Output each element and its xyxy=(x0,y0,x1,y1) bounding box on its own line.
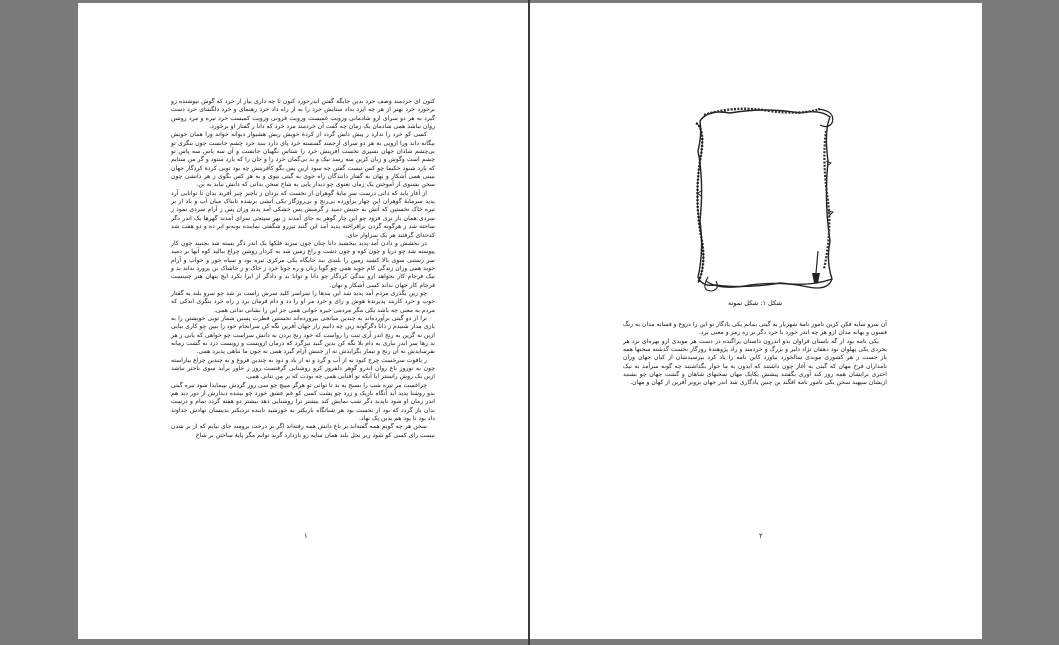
paragraph: ترا از دو گیتی برآورده‌اند به چندین میانجی بپرورده‌اند نخستین فطرت پسین شمار تویی خویشتن را به بازی مدار شنیدم ز دانا دگرگونه زین چه دانیم راز جهان آفرین نگه کن سرانجام خود را ببین چو کاری بیابی ازین به گزین به رنج اندر آری تنت را رواست که خود رنج بردن به دانش سزاست چو خواهی که یابی ز هر بد رها سر اندر نیاری به دام بلا نگه کن بدین گنبد تیزگرد که درمان ازویست و زویست درد نه گشت زمانه بفرسایدش نه آن رنج و تیمار بگزایدش نه از جنبش آرام گیرد همی نه چون ما تباهی پذیرد همی. xyxy=(171,314,435,356)
page-1-body-text xyxy=(171,98,435,440)
paragraph: آن سرو سایه فکن کزین نامور نامهٔ شهریار به گیتی بمانم یکی یادگار تو این را دروغ و فسانه مدان به رنگ فسون و بهانه مدان ازو هر چه اندر خورد با خرد دگر بر ره رمز و معنی برد. xyxy=(623,321,887,337)
document-page-1 xyxy=(78,3,528,639)
paragraph: از آغاز باید که دانی درست سر مایهٔ گوهران از نخست که یزدان ز ناچیز چیز آفرید بدان تا توانایی آرد پدید سرمایهٔ گوهران این چهار برآورده بی‌رنج و بی‌روزگار یکی آتشی برشده تابناک میان آب و باد از بر تیره خاک نخستین که آتش به جنبش دمید ز گرمیش پس خشکی آمد پدید وزان پس ز آرام سردی نمود ز سردی همان باز تری فزود چو این چار گوهر به جای آمدند ز بهر سپنجی سرای آمدند گهرها یک اندر دگر ساخته شد ز هرگونه گردن برافراخته پدید آمد این گنبد تیزرو شگفتی نماینده نوبه‌نو ابر ده و دو هفت شد کدخدای گرفتند هر یک سزاوار جای. xyxy=(171,189,435,239)
paragraph: ز یاقوت سرخست چرخ کبود نه از آب و گرد و نه از باد و دود به چندین فروغ و به چندین چراغ بیاراسته چون به نوروز باغ روان اندرو گوهر دلفروز کزو روشنایی گرفتست روز ز خاور برآید سوی باختر نباشد ازین یک روش راستتر ایا آنکه تو آفتابی همی چه بودت که بر من نتابی همی. xyxy=(171,356,435,381)
paragraph: چراغست مر تیره شب را بسیج به بد تا توانی تو هرگز مپیچ چو سی روز گردش بپیمایدا شود تیره گیتی بدو روشنا پدید آید آنگاه باریک و زرد چو پشت کسی کو غم عشق خورد چو بیننده دیدارش از دور دید هم اندر زمان او شود ناپدید دگر شب نمایش کند بیشتر ترا روشنایی دهد بیشتر دو هفته گردد تمام و درست بدان باز گردد که بود از نخست بود هر شبانگاه باریکتر به خورشید تابنده نزدیکتر بدینسان نهادش خداوند داد بود تا بود هم بدین یک نهاد. xyxy=(171,381,435,423)
scroll-figure xyxy=(690,101,840,293)
paragraph: کسی کو خرد را ندارد ز پیش دلش گردد از کردهٔ خویش ریش هشیوار دیوانه خواند ورا همان خویش بیگانه داند ورا ازویی به هر دو سرای ارجمند گسسته خرد پای دارد ببند خرد چشم جانست چون بنگری تو بی‌چشم شادان جهان نسپری نخست آفرینش خرد را شناس نگهبان جانست و آن سه پاس سه پاس تو چشم است وگوش و زبان کزین سه رسد نیک و بد بی‌گمان خرد را و جان را که یارد ستود و گر من ستایم که یارد شنود حکیما چو کس نیست گفتن چه سود ازین پس بگو کآفرینش چه بود تویی کردهٔ کردگار جهان ببینی همی آشکار و نهان به گفتار دانندگان راه جوی به گیتی بپوی و به هر کس بگوی ز هر دانشی چون سخن بشنوی از آموختن یک زمان نغنوی چو دیدار یابی به شاخ سخن بدانی که دانش نیاید به بن. xyxy=(171,131,435,189)
paragraph: در بخشش و دادن آمد پدید ببخشید دانا چنان چون سزید فلکها یک اندر دگر بسته شد بجنبید چون کار پیوسته شد چو دریا و چون کوه و چون دشت و راغ زمین شد به کردار روشن چراغ ببالید کوه آبها بر دمید سر رستنی سوی بالا کشید زمین را بلندی نبد جایگاه یکی مرکزی تیره بود و سیاه خور و خواب و آرام جوید همی وزان زندگی کام جوید همی چو گویا زبان و ره جویا خرد ز خاک و ز خاشاک بن پرورد نداند بد و نیک فرجام کار نخواهد ازو بندگی کردگار چو دانا و توانا بد و دادگر از ایرا نکرد ایچ پنهان هنر چنینست فرجام کار جهان نداند کسی آشکار و نهان. xyxy=(171,239,435,289)
page-2-body-text xyxy=(623,321,887,388)
paragraph: سخن هر چه گویم همه گفته‌اند بر باغ دانش همه رفته‌اند اگر بر درخت برومند جای نیابم که از بر شدن نیست رای کسی کو شود زیر نخل بلند همان سایه زو بازدارد گزند توانم مگر پایهٔ ساختن بر شاخ xyxy=(171,423,435,439)
document-page-2 xyxy=(530,3,982,639)
page-number: ۱ xyxy=(304,532,308,540)
figure-caption: شکل ۱: شکل نمونه xyxy=(727,299,783,307)
paragraph: یکی نامه بود از گه باستان فراوان بدو اندرون داستان پراگنده در دست هر موبدی ازو بهره‌ای نزد هر بخردی یکی پهلوان بود دهقان نژاد دلیر و بزرگ و خردمند و راد پژوهندهٔ روزگار نخست گذشته سخنها همه باز جست ز هر کشوری موبدی سالخورد بیاورد کاین نامه را یاد کرد بپرسیدشان از کیان جهان وزان نامداران فرخ مهان که گیتی به آغاز چون داشتند که ایدون به ما خوار بگذاشتند چه گونه سرآمد به نیک اختری برایشان همه روز کند آوری بگفتند پیشش یکایک مهان سخنهای شاهان و گشت جهان چو بشنید ازیشان سپهبد سخن یکی نامور نامه افگند بن چنین یادگاری شد اندر جهان بروبر آفرین از کهان و مهان. xyxy=(623,337,887,387)
paragraph: چو زین بگذری مردم آمد پدید شد این بندها را سراسر کلید سرش راست بر شد چو سرو بلند به گفتار خوب و خرد کاربند پذیرندهٔ هوش و رای و خرد مر او را دد و دام فرمان برد ز راه خرد بنگری اندکی که مردم به معنی چه باشد یکی مگر مردمی خیره خوانی همی جز این را نشانی ندانی همی. xyxy=(171,289,435,314)
paragraph: کنون ای خردمند وصف خرد بدین جایگه گفتن اندرخورد کنون تا چه داری بیار از خرد که گوش نیوشنده زو برخورد خرد بهتر از هر چه ایزد بداد ستایش خرد را به از راه داد خرد رهنمای و خرد دلگشای خرد دست گیرد به هر دو سرای ازو شادمانی وزویت غمیست وزویت فزونی وزویت کمیست خرد تیره و مرد روشن روان نباشد همی شادمان یک زمان چه گفت آن خردمند مرد خرد که دانا ز گفتار او برخورد. xyxy=(171,98,435,131)
page-number: ۲ xyxy=(759,532,763,540)
